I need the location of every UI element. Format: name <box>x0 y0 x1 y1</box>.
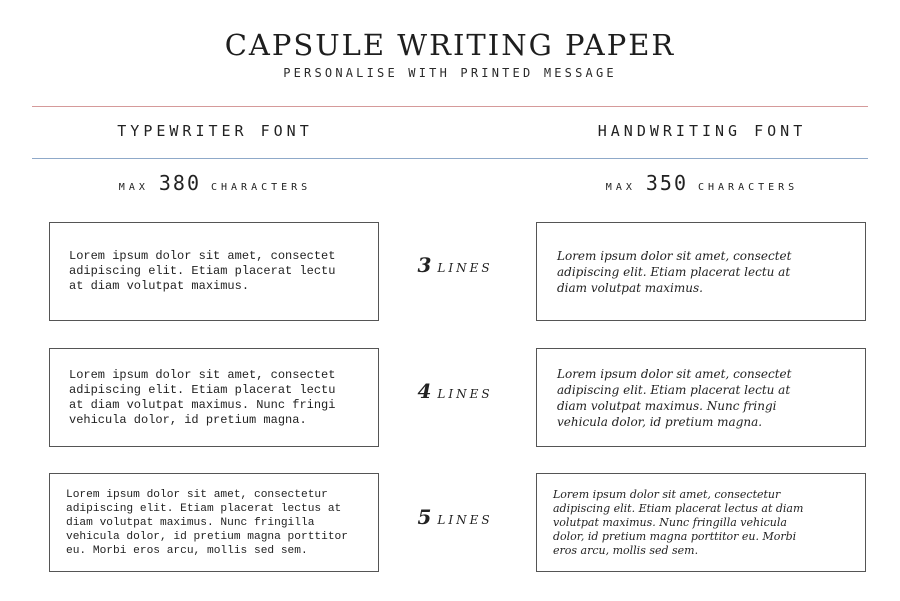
lines-count: 3 <box>417 253 432 277</box>
sample-text: Lorem ipsum dolor sit amet, consectet adipiscing elit. Etiam placerat lectu at diam volutpat maximus. Nunc fringi vehicula dolor, id pretium magna. <box>557 366 792 429</box>
max-prefix: MAX <box>118 182 149 193</box>
sample-text: Lorem ipsum dolor sit amet, consectet adipiscing elit. Etiam placerat lectu at diam volutpat maximus. <box>557 248 792 295</box>
lines-count: 4 <box>417 379 432 403</box>
sample-text: Lorem ipsum dolor sit amet, consectet adipiscing elit. Etiam placerat lectu at diam volutpat maximus. Nunc fringi vehicula dolor, id pretium magna. <box>69 367 336 427</box>
typewriter-sample-4-lines <box>49 348 379 447</box>
max-value: 380 <box>158 171 201 195</box>
typewriter-sample-5-lines <box>49 473 379 572</box>
max-suffix: CHARACTERS <box>210 182 312 193</box>
max-prefix: MAX <box>605 182 636 193</box>
sample-text: Lorem ipsum dolor sit amet, consectet adipiscing elit. Etiam placerat lectu at diam volutpat maximus. <box>69 249 336 293</box>
lines-count: 5 <box>417 505 432 529</box>
lines-word: LINES <box>437 387 493 401</box>
handwriting-heading: HANDWRITING FONT <box>597 122 807 140</box>
top-divider <box>32 106 868 107</box>
lines-word: LINES <box>437 261 493 275</box>
handwriting-sample-3-lines <box>536 222 866 321</box>
lines-label-3 <box>395 253 515 277</box>
max-value: 350 <box>645 171 688 195</box>
handwriting-max-characters <box>552 171 852 195</box>
typewriter-max-characters <box>65 171 365 195</box>
page-title: CAPSULE WRITING PAPER <box>224 28 676 62</box>
typewriter-sample-3-lines <box>49 222 379 321</box>
max-suffix: CHARACTERS <box>697 182 799 193</box>
bottom-divider <box>32 158 868 159</box>
sample-text: Lorem ipsum dolor sit amet, consectetur adipiscing elit. Etiam placerat lectus at diam volutpat maximus. Nunc fringilla vehicula dolor, id pretium magna porttitor eu. Morbi eros arcu, mollis sed sem. <box>553 487 804 557</box>
lines-word: LINES <box>437 513 493 527</box>
lines-label-5 <box>395 505 515 529</box>
lines-label-4 <box>395 379 515 403</box>
handwriting-sample-4-lines <box>536 348 866 447</box>
page-subtitle: PERSONALISE WITH PRINTED MESSAGE <box>283 66 617 80</box>
sample-text: Lorem ipsum dolor sit amet, consectetur adipiscing elit. Etiam placerat lectus at diam volutpat maximus. Nunc fringilla vehicula dolor, id pretium magna porttitor eu. Morbi eros arcu, mollis sed sem. <box>66 488 348 557</box>
typewriter-heading: TYPEWRITER FONT <box>117 122 313 140</box>
handwriting-sample-5-lines <box>536 473 866 572</box>
